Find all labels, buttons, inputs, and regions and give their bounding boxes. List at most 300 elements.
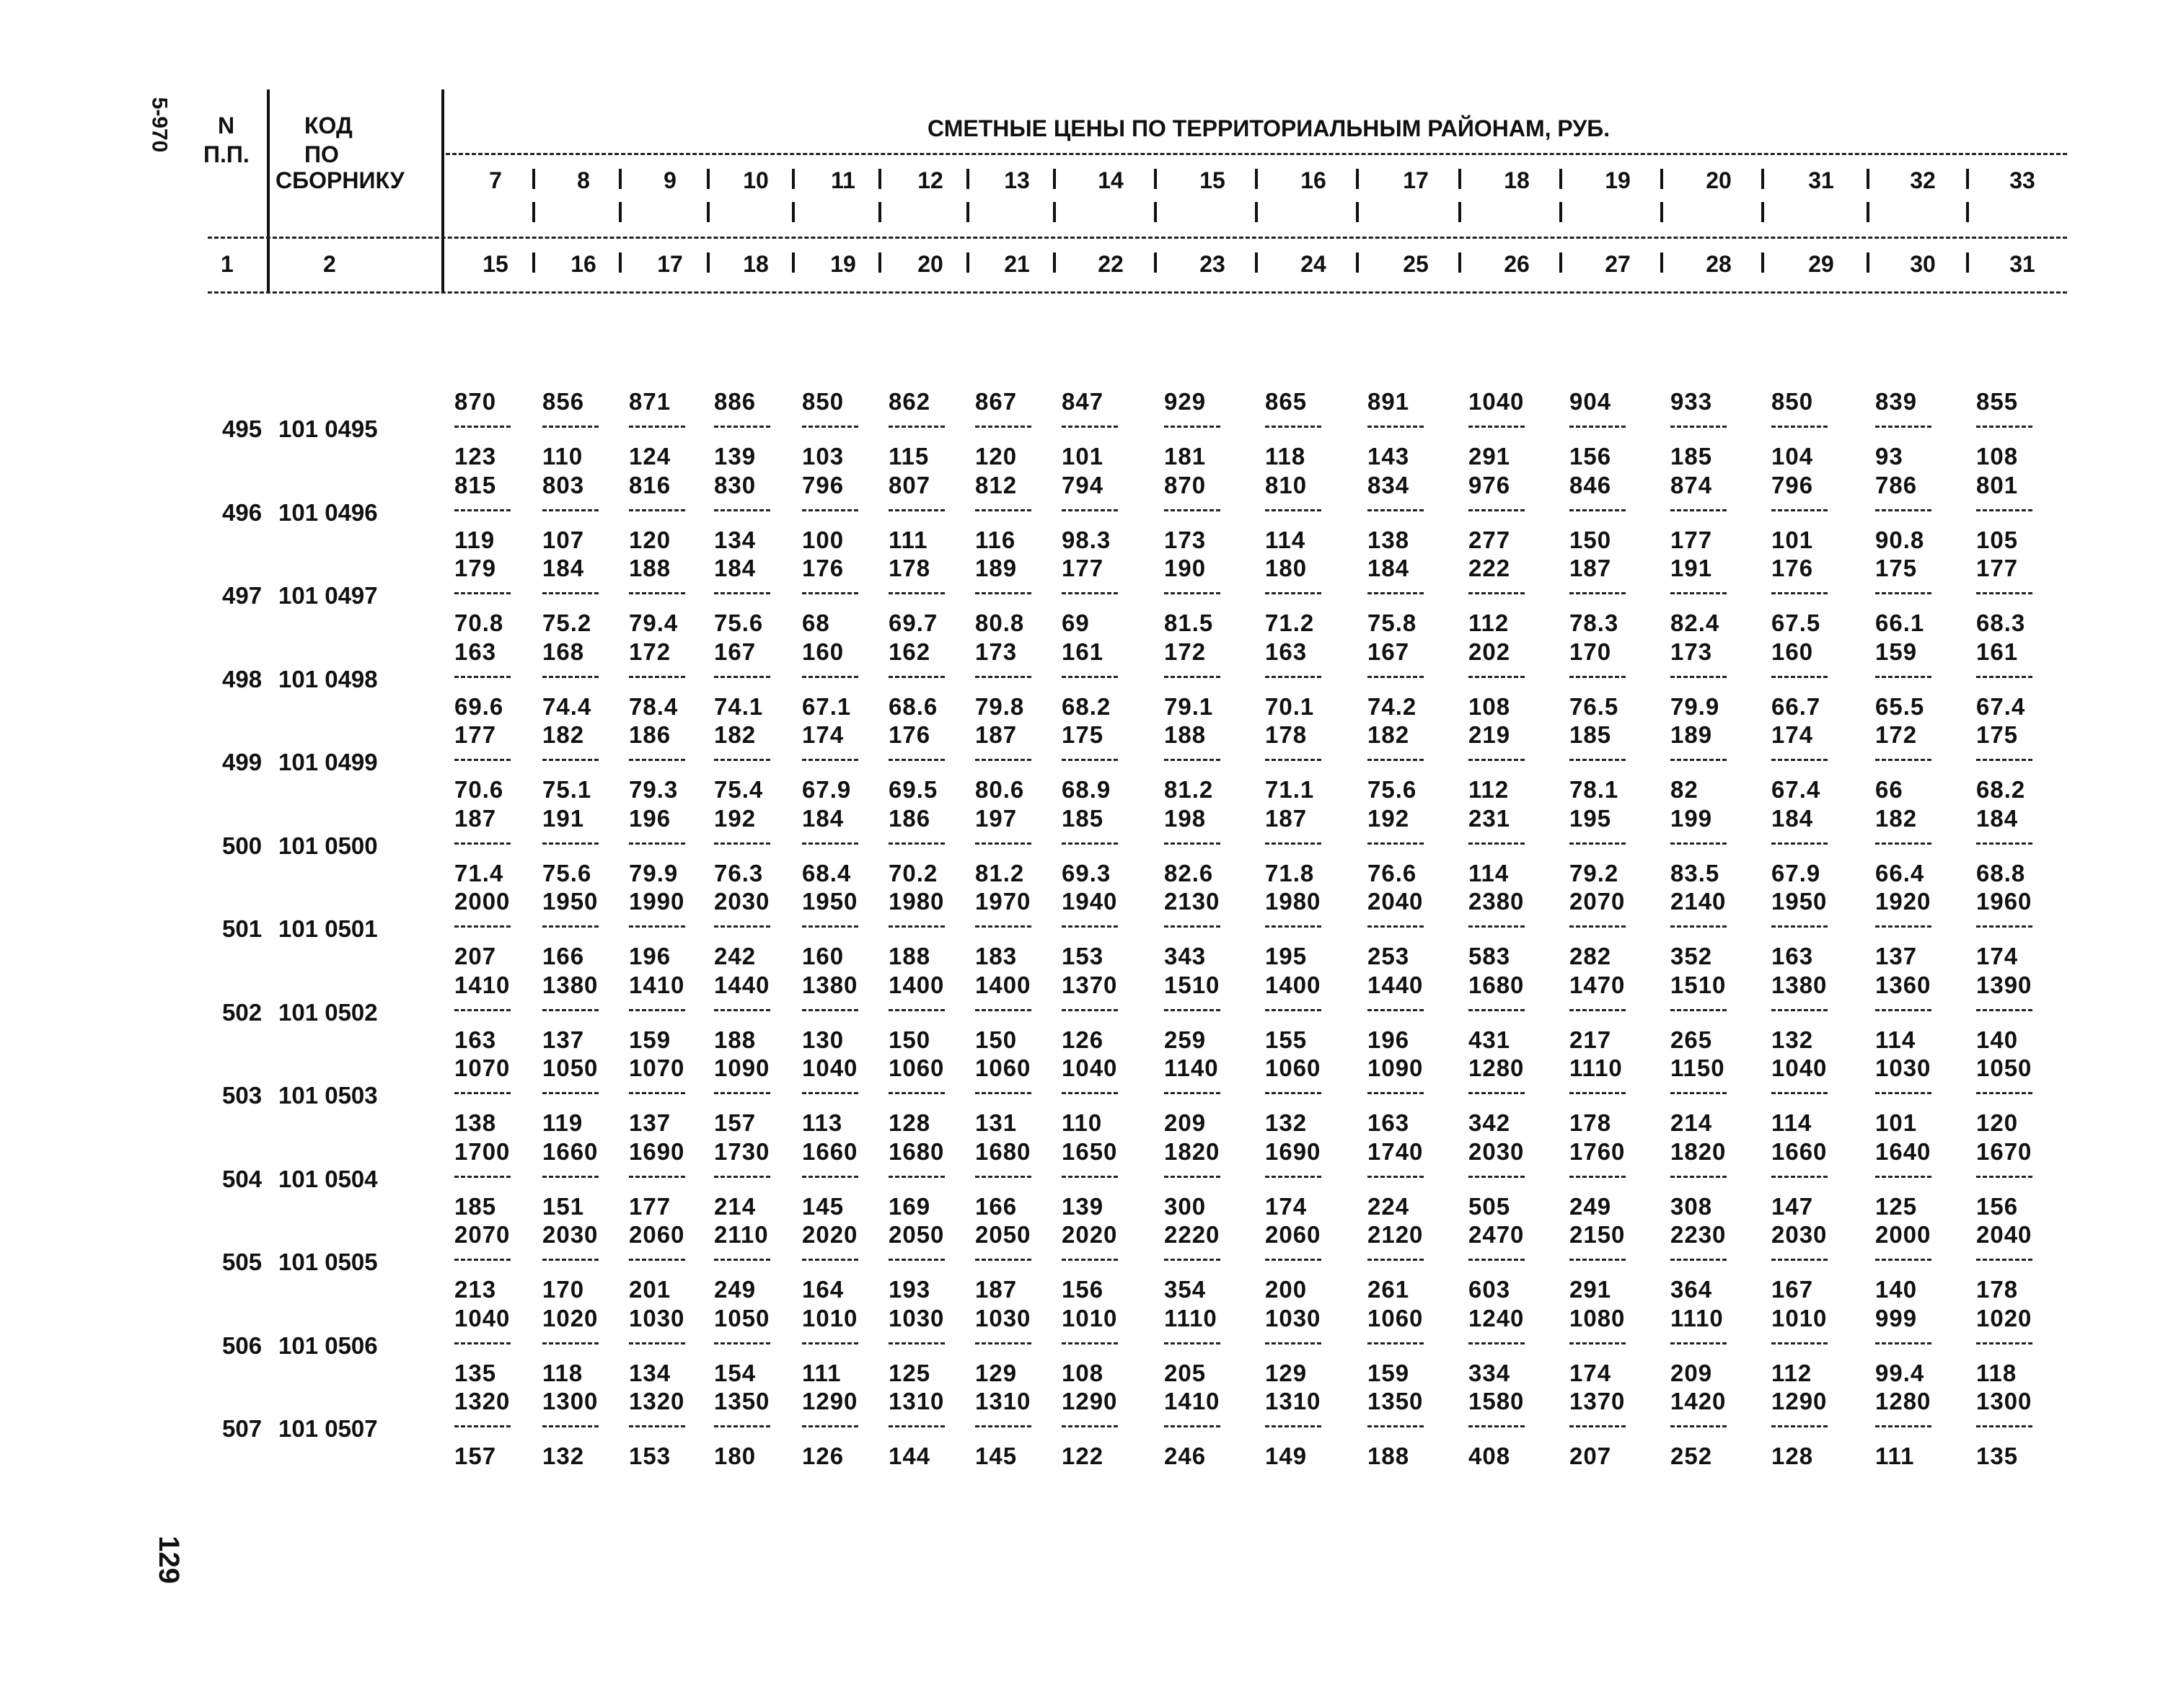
price-cell-lower: 155 (1265, 1026, 1308, 1053)
price-cell-upper: 1060 (889, 1055, 945, 1081)
fraction-line (1976, 925, 2032, 928)
row-code: 101 0497 (278, 582, 378, 609)
column-separator (1053, 169, 1056, 189)
price-cell-upper: 1400 (1265, 972, 1321, 998)
fraction-line (1164, 759, 1220, 761)
fraction-line (629, 759, 685, 761)
column-separator (707, 252, 710, 273)
price-cell-lower: 177 (1670, 527, 1713, 553)
column-separator (878, 252, 881, 273)
price-cell-upper: 1660 (1771, 1138, 1828, 1165)
fraction-line (1062, 1009, 1118, 1011)
fraction-line (542, 426, 599, 428)
price-cell-upper: 1290 (1062, 1388, 1118, 1414)
fraction-line (1164, 1092, 1220, 1094)
price-cell-lower: 66.4 (1875, 860, 1925, 886)
price-cell-lower: 79.4 (629, 609, 679, 636)
price-cell-lower: 116 (975, 527, 1016, 553)
price-cell-upper: 1140 (1164, 1055, 1219, 1081)
column-separator (1660, 169, 1663, 189)
price-cell-upper: 1030 (1265, 1305, 1321, 1331)
price-cell-lower: 79.8 (975, 693, 1025, 720)
price-cell-upper: 184 (714, 555, 757, 581)
price-cell-lower: 68.4 (802, 860, 852, 886)
price-cell-upper: 1640 (1875, 1138, 1931, 1165)
price-cell-upper: 1970 (975, 888, 1031, 915)
column-separator (1255, 202, 1258, 222)
price-cell-lower: 70.2 (889, 860, 938, 886)
price-cell-lower: 118 (1265, 443, 1306, 470)
price-cell-upper: 874 (1670, 472, 1713, 498)
price-cell-upper: 803 (542, 472, 585, 498)
price-cell-upper: 1310 (975, 1388, 1031, 1414)
fraction-line (1976, 592, 2032, 594)
fraction-line (629, 1176, 685, 1178)
column-number: 28 (1706, 251, 1732, 277)
fraction-line (1164, 1342, 1220, 1344)
price-cell-upper: 1010 (1062, 1305, 1118, 1331)
price-cell-lower: 71.1 (1265, 776, 1315, 803)
fraction-line (1468, 759, 1525, 761)
fraction-line (542, 925, 599, 928)
price-cell-upper: 1440 (714, 972, 770, 998)
fraction-line (1670, 592, 1727, 594)
price-cell-lower: 68.2 (1976, 776, 2026, 803)
fraction-line (629, 1009, 685, 1011)
price-cell-lower: 164 (802, 1276, 845, 1303)
fraction-line (542, 1342, 599, 1344)
price-cell-lower: 185 (1670, 443, 1713, 470)
price-cell-lower: 214 (1670, 1109, 1713, 1136)
fraction-line (1771, 676, 1828, 678)
fraction-line (454, 426, 511, 428)
fraction-line (1976, 1092, 2032, 1094)
price-cell-upper: 188 (629, 555, 671, 581)
fraction-line (1771, 1092, 1828, 1094)
price-cell-upper: 1350 (714, 1388, 770, 1414)
price-cell-lower: 173 (1164, 527, 1207, 553)
price-cell-lower: 114 (1771, 1109, 1812, 1136)
region-header: 15 (1199, 167, 1225, 193)
price-cell-upper: 192 (714, 805, 757, 832)
price-cell-upper: 2070 (454, 1221, 511, 1248)
fraction-line (1569, 759, 1626, 761)
column-number: 22 (1098, 251, 1124, 277)
fraction-line (1164, 592, 1220, 594)
price-cell-lower: 157 (454, 1443, 497, 1469)
price-cell-lower: 129 (975, 1360, 1018, 1386)
price-cell-lower: 78.4 (629, 693, 679, 720)
price-cell-upper: 1050 (1976, 1055, 2032, 1081)
price-cell-lower: 110 (542, 443, 583, 470)
price-cell-lower: 188 (1367, 1443, 1410, 1469)
price-cell-upper: 1110 (1569, 1055, 1623, 1081)
price-cell-lower: 75.4 (714, 776, 764, 803)
column-separator (966, 169, 969, 189)
price-cell-lower: 354 (1164, 1276, 1207, 1303)
price-cell-lower: 107 (542, 527, 585, 553)
column-separator (1356, 252, 1359, 273)
price-cell-upper: 1050 (542, 1055, 599, 1081)
price-cell-upper: 172 (629, 638, 671, 665)
price-cell-lower: 291 (1569, 1276, 1612, 1303)
price-cell-lower: 68.9 (1062, 776, 1111, 803)
fraction-line (975, 759, 1031, 761)
price-cell-lower: 167 (1771, 1276, 1814, 1303)
fraction-line (714, 592, 770, 594)
fraction-line (1670, 759, 1727, 761)
price-cell-upper: 1280 (1875, 1388, 1931, 1414)
fraction-line (714, 1009, 770, 1011)
fraction-line (1367, 759, 1424, 761)
price-cell-upper: 176 (802, 555, 845, 581)
fraction-line (1569, 592, 1626, 594)
price-cell-upper: 222 (1468, 555, 1511, 581)
price-cell-lower: 78.3 (1569, 609, 1619, 636)
fraction-line (1164, 676, 1220, 678)
price-cell-upper: 1020 (1976, 1305, 2032, 1331)
fraction-line (454, 925, 511, 928)
price-cell-upper: 850 (1771, 388, 1814, 415)
price-cell-upper: 187 (975, 721, 1018, 748)
row-number: 506 (222, 1332, 263, 1359)
price-cell-lower: 166 (975, 1193, 1018, 1220)
fraction-line (629, 1342, 685, 1344)
price-cell-lower: 153 (1062, 943, 1104, 969)
fraction-line (1062, 676, 1118, 678)
price-cell-lower: 209 (1164, 1109, 1207, 1136)
price-cell-upper: 2150 (1569, 1221, 1626, 1248)
price-cell-lower: 115 (889, 443, 930, 470)
fraction-line (1976, 426, 2032, 428)
price-cell-upper: 199 (1670, 805, 1713, 832)
column-separator (1053, 202, 1056, 222)
price-cell-upper: 1920 (1875, 888, 1931, 915)
fraction-line (1670, 1342, 1727, 1344)
fraction-line (889, 1342, 945, 1344)
price-cell-upper: 839 (1875, 388, 1918, 415)
price-cell-lower: 68.8 (1976, 860, 2026, 886)
price-cell-lower: 163 (454, 1026, 497, 1053)
fraction-line (1976, 509, 2032, 511)
fraction-line (889, 509, 945, 511)
price-cell-upper: 168 (542, 638, 585, 665)
price-cell-upper: 163 (1265, 638, 1308, 665)
divider-vertical (267, 89, 270, 291)
price-cell-upper: 219 (1468, 721, 1511, 748)
fraction-line (975, 1176, 1031, 1178)
row-code: 101 0505 (278, 1249, 378, 1275)
fraction-line (1771, 426, 1828, 428)
price-cell-lower: 224 (1367, 1193, 1410, 1220)
price-cell-lower: 137 (1875, 943, 1918, 969)
price-cell-upper: 796 (1771, 472, 1814, 498)
fraction-line (975, 509, 1031, 511)
price-cell-lower: 67.4 (1771, 776, 1821, 803)
column-number: 24 (1300, 251, 1326, 277)
fraction-line (629, 1092, 685, 1094)
price-cell-lower: 334 (1468, 1360, 1511, 1386)
price-cell-upper: 1010 (1771, 1305, 1828, 1331)
price-cell-lower: 188 (889, 943, 931, 969)
fraction-line (1265, 1176, 1321, 1178)
price-cell-lower: 68.2 (1062, 693, 1111, 720)
price-cell-lower: 81.2 (975, 860, 1025, 886)
fraction-line (1468, 1176, 1525, 1178)
column-separator (532, 252, 535, 273)
price-cell-lower: 98.3 (1062, 527, 1111, 553)
price-cell-lower: 120 (1976, 1109, 2019, 1136)
price-cell-lower: 183 (975, 943, 1018, 969)
price-cell-upper: 855 (1976, 388, 2019, 415)
fraction-line (454, 1259, 511, 1261)
fraction-line (1569, 426, 1626, 428)
price-cell-upper: 815 (454, 472, 497, 498)
column-separator (619, 202, 622, 222)
price-cell-upper: 195 (1569, 805, 1612, 832)
fraction-line (975, 1009, 1031, 1011)
fraction-line (1976, 842, 2032, 845)
price-cell-lower: 118 (542, 1360, 583, 1386)
price-cell-upper: 2380 (1468, 888, 1525, 915)
price-cell-upper: 2470 (1468, 1221, 1525, 1248)
fraction-line (1062, 1425, 1118, 1427)
fraction-line (1265, 426, 1321, 428)
price-cell-lower: 138 (454, 1109, 497, 1136)
price-cell-lower: 67.4 (1976, 693, 2026, 720)
fraction-line (889, 925, 945, 928)
price-cell-lower: 112 (1771, 1360, 1812, 1386)
column-separator (1255, 252, 1258, 273)
price-cell-lower: 132 (1265, 1109, 1308, 1136)
fraction-line (714, 1259, 770, 1261)
price-cell-upper: 161 (1976, 638, 2019, 665)
price-cell-lower: 163 (1367, 1109, 1410, 1136)
price-cell-lower: 74.2 (1367, 693, 1417, 720)
column-separator (619, 169, 622, 189)
fraction-line (714, 676, 770, 678)
row-number: 500 (222, 832, 263, 859)
fraction-line (889, 592, 945, 594)
column-separator (878, 202, 881, 222)
fraction-line (1569, 1092, 1626, 1094)
fraction-line (1265, 1425, 1321, 1427)
price-cell-lower: 207 (454, 943, 497, 969)
fraction-line (1265, 509, 1321, 511)
price-cell-lower: 132 (1771, 1026, 1814, 1053)
price-cell-upper: 1470 (1569, 972, 1626, 998)
region-header: 10 (743, 167, 769, 193)
price-cell-upper: 2230 (1670, 1221, 1727, 1248)
fraction-line (454, 509, 511, 511)
price-cell-upper: 1820 (1670, 1138, 1727, 1165)
fraction-line (802, 1176, 858, 1178)
fraction-line (975, 842, 1031, 845)
fraction-line (1164, 426, 1220, 428)
fraction-line (629, 426, 685, 428)
column-number: 18 (743, 251, 769, 277)
price-cell-upper: 162 (889, 638, 931, 665)
price-cell-lower: 505 (1468, 1193, 1511, 1220)
price-cell-lower: 139 (1062, 1193, 1104, 1220)
price-cell-upper: 198 (1164, 805, 1207, 832)
price-cell-upper: 1510 (1670, 972, 1727, 998)
row-number: 502 (222, 999, 263, 1026)
column-separator (1154, 202, 1157, 222)
price-cell-upper: 1950 (802, 888, 858, 915)
price-cell-upper: 1280 (1468, 1055, 1525, 1081)
price-cell-lower: 145 (975, 1443, 1018, 1469)
fraction-line (1062, 509, 1118, 511)
price-cell-upper: 870 (454, 388, 497, 415)
fraction-line (889, 1092, 945, 1094)
price-cell-lower: 135 (454, 1360, 497, 1386)
row-code: 101 0501 (278, 915, 378, 942)
fraction-line (1875, 592, 1931, 594)
price-cell-lower: 122 (1062, 1443, 1104, 1469)
fraction-line (1976, 1176, 2032, 1178)
fraction-line (975, 1259, 1031, 1261)
fraction-line (1164, 509, 1220, 511)
divider-dashed (208, 237, 2067, 239)
price-cell-lower: 125 (1875, 1193, 1918, 1220)
price-cell-lower: 583 (1468, 943, 1511, 969)
price-cell-upper: 167 (1367, 638, 1410, 665)
price-cell-upper: 1080 (1569, 1305, 1626, 1331)
column-separator (1867, 202, 1869, 222)
row-number: 497 (222, 582, 263, 609)
fraction-line (1265, 842, 1321, 845)
price-cell-lower: 154 (714, 1360, 757, 1386)
price-cell-upper: 202 (1468, 638, 1511, 665)
price-cell-lower: 69.7 (889, 609, 938, 636)
price-cell-upper: 1380 (802, 972, 858, 998)
fraction-line (1062, 759, 1118, 761)
price-cell-lower: 205 (1164, 1360, 1207, 1386)
price-cell-upper: 1680 (1468, 972, 1525, 998)
fraction-line (629, 592, 685, 594)
fraction-line (1468, 509, 1525, 511)
price-cell-lower: 603 (1468, 1276, 1511, 1303)
fraction-line (542, 1425, 599, 1427)
price-cell-lower: 80.8 (975, 609, 1025, 636)
price-cell-lower: 128 (889, 1109, 931, 1136)
column-separator (1458, 252, 1461, 273)
price-cell-lower: 139 (714, 443, 757, 470)
price-cell-upper: 1660 (802, 1138, 858, 1165)
price-cell-lower: 153 (629, 1443, 671, 1469)
price-cell-upper: 177 (454, 721, 497, 748)
price-cell-upper: 160 (802, 638, 845, 665)
price-cell-lower: 120 (975, 443, 1018, 470)
price-cell-upper: 184 (542, 555, 585, 581)
price-cell-lower: 159 (629, 1026, 671, 1053)
price-cell-lower: 261 (1367, 1276, 1410, 1303)
column-separator (792, 202, 795, 222)
price-cell-lower: 108 (1062, 1360, 1104, 1386)
price-cell-upper: 182 (714, 721, 757, 748)
fraction-line (1062, 592, 1118, 594)
fraction-line (1875, 426, 1931, 428)
price-cell-upper: 184 (802, 805, 845, 832)
price-cell-upper: 1380 (542, 972, 599, 998)
price-cell-lower: 79.2 (1569, 860, 1619, 886)
price-cell-lower: 166 (542, 943, 585, 969)
price-cell-lower: 200 (1265, 1276, 1308, 1303)
price-cell-upper: 177 (1976, 555, 2019, 581)
price-cell-lower: 364 (1670, 1276, 1713, 1303)
price-cell-lower: 193 (889, 1276, 931, 1303)
price-cell-upper: 933 (1670, 388, 1713, 415)
fraction-line (1976, 1259, 2032, 1261)
price-cell-lower: 242 (714, 943, 757, 969)
row-code: 101 0496 (278, 499, 378, 526)
price-cell-lower: 163 (1771, 943, 1814, 969)
price-cell-upper: 999 (1875, 1305, 1918, 1331)
price-cell-upper: 2030 (542, 1221, 599, 1248)
fraction-line (802, 509, 858, 511)
price-cell-lower: 79.1 (1164, 693, 1214, 720)
column-separator (707, 202, 710, 222)
price-cell-upper: 2030 (714, 888, 770, 915)
column-separator (878, 169, 881, 189)
price-cell-upper: 867 (975, 388, 1018, 415)
fraction-line (1976, 759, 2032, 761)
row-number: 495 (222, 415, 263, 442)
price-cell-lower: 132 (542, 1443, 585, 1469)
price-cell-upper: 1320 (629, 1388, 685, 1414)
price-cell-lower: 150 (889, 1026, 931, 1053)
price-cell-lower: 134 (714, 527, 757, 553)
price-cell-lower: 174 (1976, 943, 2019, 969)
price-cell-upper: 846 (1569, 472, 1612, 498)
price-cell-lower: 113 (802, 1109, 843, 1136)
column-separator (1458, 202, 1461, 222)
price-cell-upper: 1370 (1569, 1388, 1626, 1414)
price-cell-upper: 1060 (1367, 1305, 1424, 1331)
price-cell-upper: 1010 (802, 1305, 858, 1331)
price-cell-lower: 74.1 (714, 693, 764, 720)
price-cell-lower: 135 (1976, 1443, 2019, 1469)
fraction-line (1367, 676, 1424, 678)
fraction-line (1569, 1009, 1626, 1011)
price-cell-lower: 105 (1976, 527, 2019, 553)
price-cell-upper: 186 (889, 805, 931, 832)
price-cell-upper: 1580 (1468, 1388, 1525, 1414)
column-separator (1458, 169, 1461, 189)
divider-dashed (208, 291, 2067, 294)
fraction-line (889, 759, 945, 761)
price-cell-upper: 2060 (629, 1221, 685, 1248)
price-cell-lower: 147 (1771, 1193, 1814, 1220)
price-cell-lower: 140 (1976, 1026, 2019, 1053)
price-cell-lower: 120 (629, 527, 671, 553)
price-cell-upper: 1030 (975, 1305, 1031, 1331)
price-cell-lower: 343 (1164, 943, 1207, 969)
price-cell-lower: 150 (975, 1026, 1018, 1053)
price-cell-lower: 65.5 (1875, 693, 1925, 720)
fraction-line (889, 1009, 945, 1011)
price-cell-lower: 140 (1875, 1276, 1918, 1303)
price-cell-lower: 119 (454, 527, 495, 553)
price-cell-upper: 1110 (1164, 1305, 1217, 1331)
row-number: 498 (222, 666, 263, 692)
price-cell-lower: 67.1 (802, 693, 852, 720)
price-cell-lower: 207 (1569, 1443, 1612, 1469)
fraction-line (975, 592, 1031, 594)
price-cell-lower: 300 (1164, 1193, 1207, 1220)
price-cell-lower: 71.2 (1265, 609, 1315, 636)
